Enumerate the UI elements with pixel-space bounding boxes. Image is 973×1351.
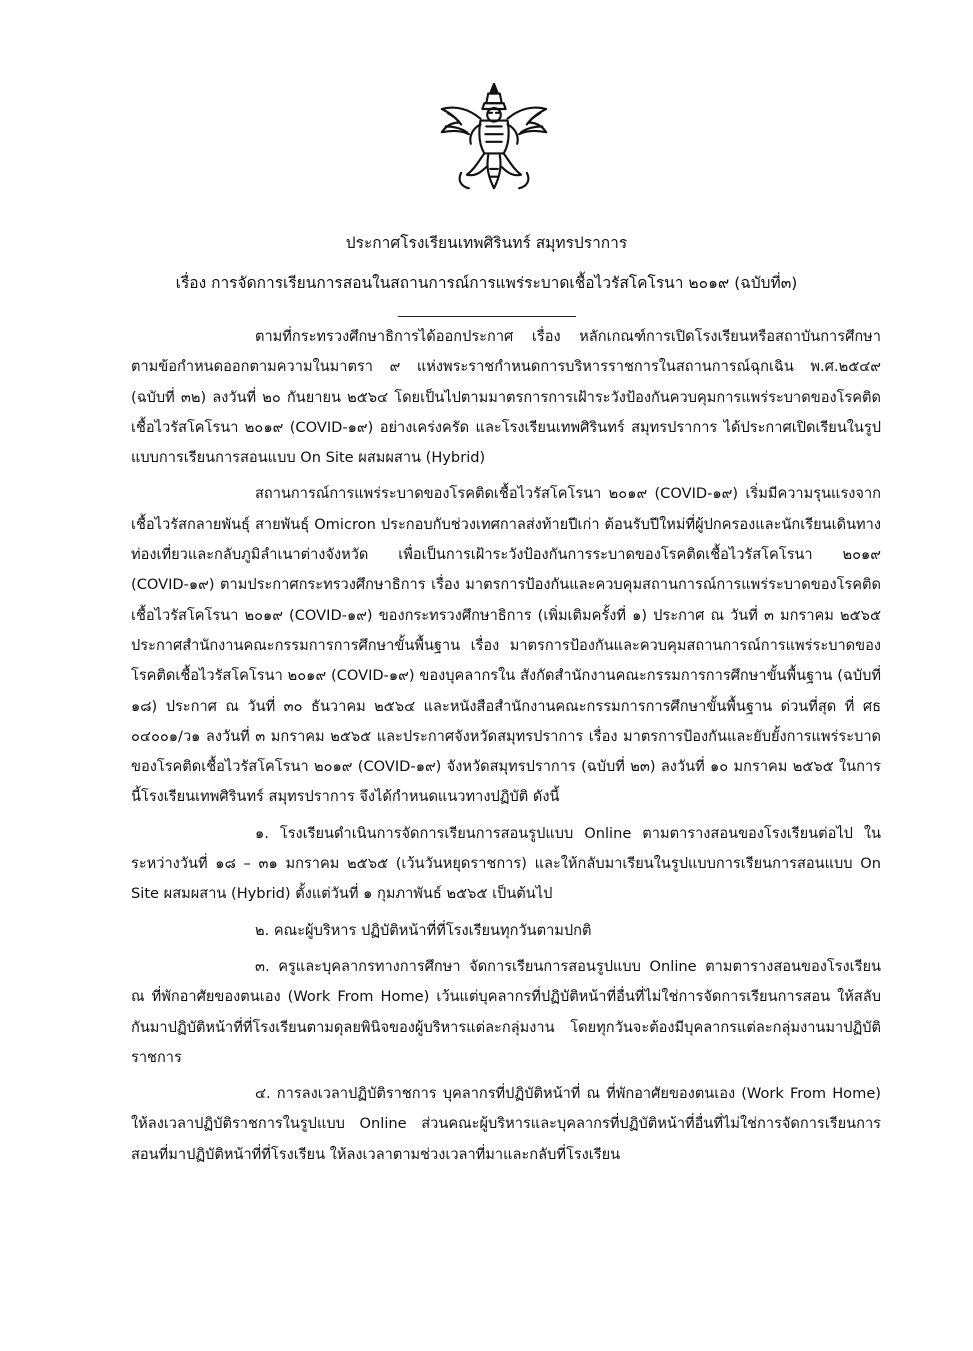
title-divider: [398, 316, 576, 317]
paragraph-item-2: ๒. คณะผู้บริหาร ปฏิบัติหน้าที่ที่โรงเรียนทุกวันตามปกติ: [255, 921, 592, 939]
garuda-emblem-icon: [436, 80, 552, 196]
document-body: [131, 322, 881, 1176]
paragraph-item-1: ๑. โรงเรียนดำเนินการจัดการเรียนการสอนรูปแบบ Online ตามตารางสอนของโรงเรียนต่อไป ในระหว่างวันที่ ๑๘ – ๓๑ มกราคม ๒๕๖๕ (เว้นวันหยุดราชการ) และให้กลับมาเรียนในรูปแบบการเรียนการสอนแบบ On Site ผสมผสาน (Hybrid) ตั้งแต่วันที่ ๑ กุมภาพันธ์ ๒๕๖๕ เป็นต้นไป: [131, 824, 881, 903]
paragraph-item-4: ๔. การลงเวลาปฏิบัติราชการ บุคลากรที่ปฏิบัติหน้าที่ ณ ที่พักอาศัยของตนเอง (Work From Home) ให้ลงเวลาปฏิบัติราชการในรูปแบบ Online ส่วนคณะผู้บริหารและบุคลากรที่ปฏิบัติหน้าที่อื่นที่ไม่ใช่การจัดการเรียนการสอนที่มาปฏิบัติหน้าที่ที่โรงเรียน ให้ลงเวลาตามช่วงเวลาที่มาและกลับที่โรงเรียน: [131, 1085, 881, 1163]
announcement-title: ประกาศโรงเรียนเทพศิรินทร์ สมุทรปราการ: [345, 234, 628, 252]
paragraph-item-3: ๓. ครูและบุคลากรทางการศึกษา จัดการเรียนการสอนรูปแบบ Online ตามตารางสอนของโรงเรียน ณ ที่พักอาศัยของตนเอง (Work From Home) เว้นแต่บุคลากรที่ปฏิบัติหน้าที่อื่นที่ไม่ใช่การจัดการเรียนการสอน ให้สลับกันมาปฏิบัติหน้าที่ที่โรงเรียนตามดุลยพินิจของผู้บริหารแต่ละกลุ่มงาน โดยทุกวันจะต้องมีบุคลากรแต่ละกลุ่มงานมาปฏิบัติราชการ: [131, 957, 881, 1066]
paragraph-situation: สถานการณ์การแพร่ระบาดของโรคติดเชื้อไวรัสโคโรนา ๒๐๑๙ (COVID-๑๙) เริ่มมีความรุนแรงจากเชื้อไวรัสกลายพันธุ์ สายพันธุ์ Omicron ประกอบกับช่วงเทศกาลส่งท้ายปีเก่า ต้อนรับปีใหม่ที่ผู้ปกครองและนักเรียนเดินทางท่องเที่ยวและกลับภูมิลำเนาต่างจังหวัด เพื่อเป็นการเฝ้าระวังป้องกันการระบาดของโรคติดเชื้อไวรัสโคโรนา ๒๐๑๙ (COVID-๑๙) ตามประกาศกระทรวงศึกษาธิการ เรื่อง มาตรการป้องกันและควบคุมสถานการณ์การแพร่ระบาดของโรคติดเชื้อไวรัสโคโรนา ๒๐๑๙ (COVID-๑๙) ของกระทรวงศึกษาธิการ (เพิ่มเติมครั้งที่ ๑) ประกาศ ณ วันที่ ๓ มกราคม ๒๕๖๕ ประกาศสำนักงานคณะกรรมการการศึกษาขั้นพื้นฐาน เรื่อง มาตรการป้องกันและควบคุมสถานการณ์การแพร่ระบาดของโรคติดเชื้อไวรัสโคโรนา ๒๐๑๙ (COVID-๑๙) ของบุคลากรใน สังกัดสำนักงานคณะกรรมการการศึกษาขั้นพื้นฐาน (ฉบับที่ ๑๘) ประกาศ ณ วันที่ ๓๐ ธันวาคม ๒๕๖๔ และหนังสือสำนักงานคณะกรรมการการศึกษาขั้นพื้นฐาน ด่วนที่สุด ที่ ศธ ๐๔๐๐๑/ว๑ ลงวันที่ ๓ มกราคม ๒๕๖๕ และประกาศจังหวัดสมุทรปราการ เรื่อง มาตรการป้องกันและยับยั้งการแพร่ระบาดของโรคติดเชื้อไวรัสโคโรนา ๒๐๑๙ (COVID-๑๙) จังหวัดสมุทรปราการ (ฉบับที่ ๒๓) ลงวันที่ ๑๐ มกราคม ๒๕๖๕ ในการนี้โรงเรียนเทพศิรินทร์ สมุทรปราการ จึงได้กำหนดแนวทางปฏิบัติ ดังนี้: [131, 485, 881, 806]
announcement-subject: เรื่อง การจัดการเรียนการสอนในสถานการณ์การแพร่ระบาดเชื้อไวรัสโคโรนา ๒๐๑๙ (ฉบับที่๓): [175, 274, 798, 292]
paragraph-intro: ตามที่กระทรวงศึกษาธิการได้ออกประกาศ เรื่อง หลักเกณฑ์การเปิดโรงเรียนหรือสถาบันการศึกษา ตามข้อกำหนดออกตามความในมาตรา ๙ แห่งพระราชกำหนดการบริหารราชการในสถานการณ์ฉุกเฉิน พ.ศ.๒๕๔๙ (ฉบับที่ ๓๒) ลงวันที่ ๒๐ กันยายน ๒๕๖๔ โดยเป็นไปตามมาตรการการเฝ้าระวังป้องกันควบคุมการแพร่ระบาดของโรคติดเชื้อไวรัสโคโรนา ๒๐๑๙ (COVID-๑๙) อย่างเคร่งครัด และโรงเรียนเทพศิรินทร์ สมุทรปราการ ได้ประกาศเปิดเรียนในรูปแบบการเรียนการสอนแบบ On Site ผสมผสาน (Hybrid): [131, 328, 881, 467]
